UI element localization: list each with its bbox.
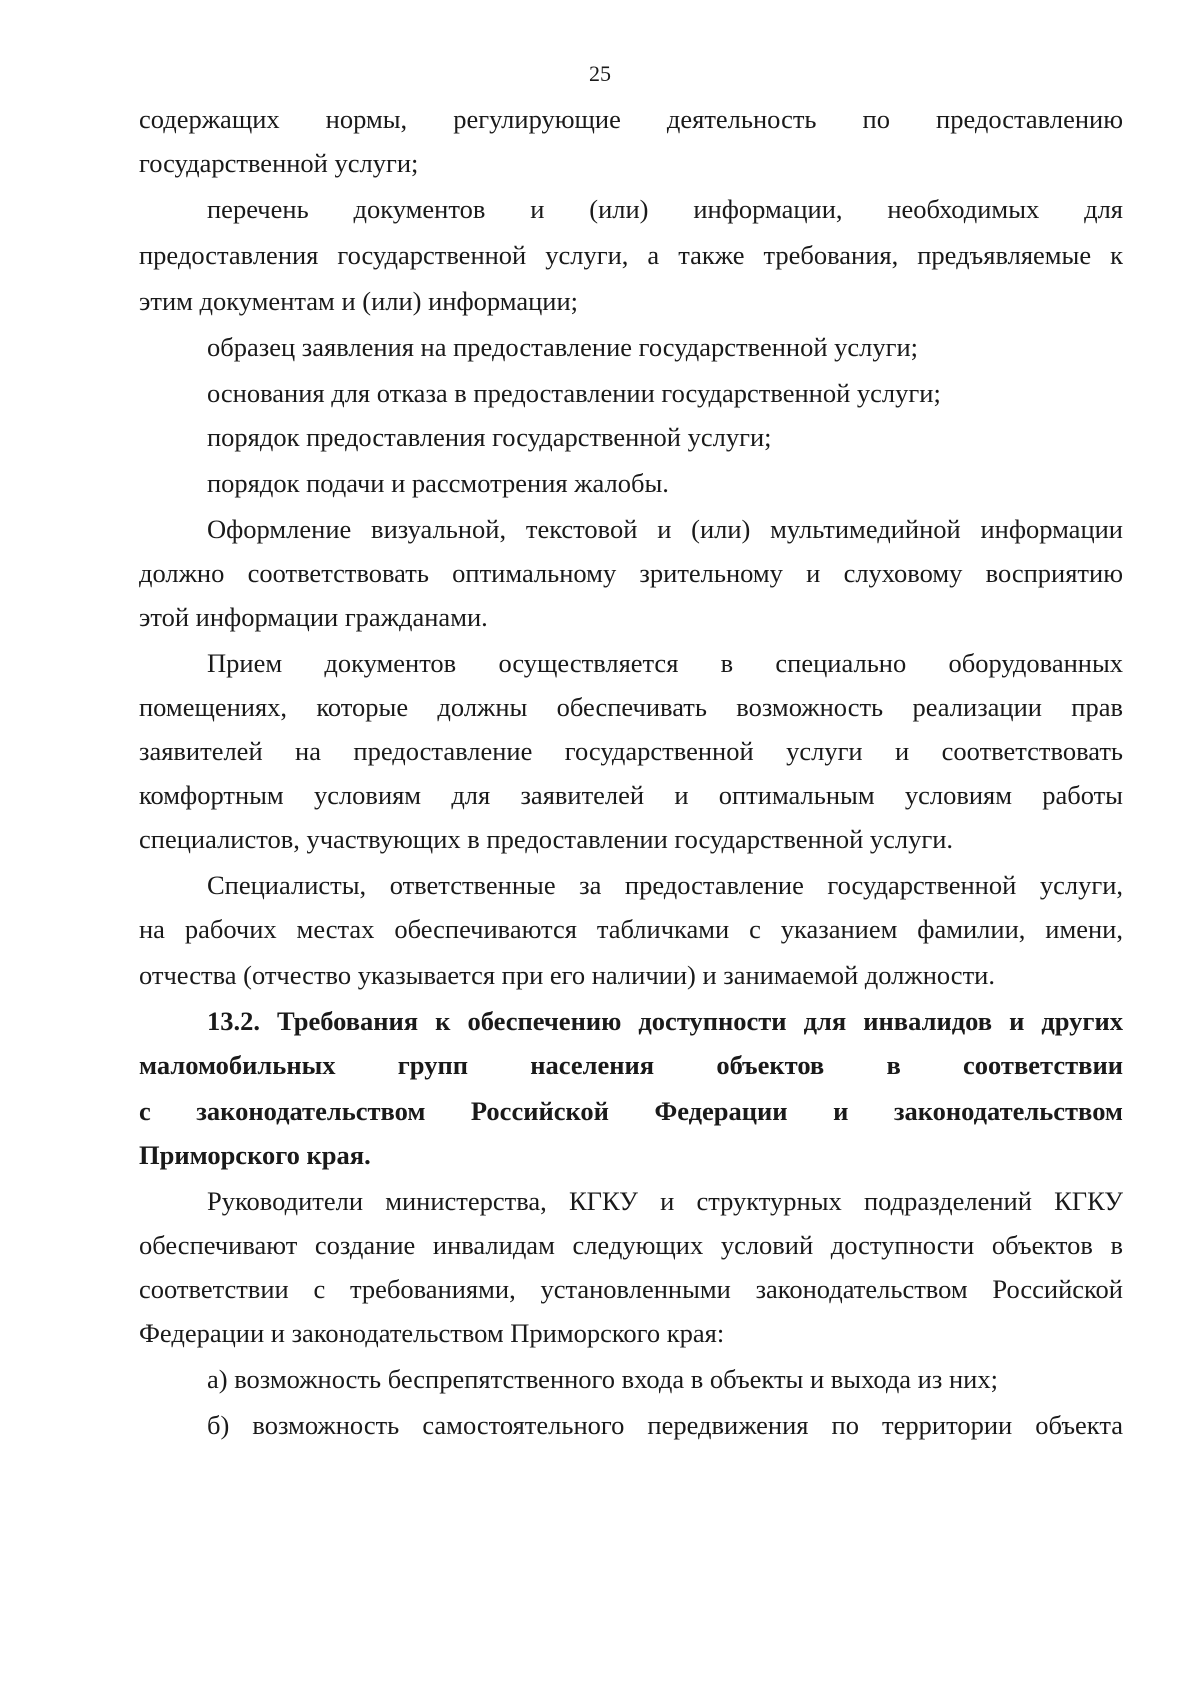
- text-line: помещениях, которые должны обеспечивать возможность реализации прав: [139, 692, 1123, 722]
- section-heading-line: 13.2. Требования к обеспечению доступности для инвалидов и других: [207, 1006, 1123, 1036]
- text-line: этим документам и (или) информации;: [139, 286, 578, 316]
- text-line: соответствии с требованиями, установленными законодательством Российской: [139, 1274, 1123, 1304]
- text-line: б) возможность самостоятельного передвижения по территории объекта: [207, 1410, 1123, 1440]
- text-line: Оформление визуальной, текстовой и (или) мультимедийной информации: [207, 514, 1123, 544]
- section-heading-line: с законодательством Российской Федерации и законодательством: [139, 1096, 1123, 1126]
- text-line: основания для отказа в предоставлении государственной услуги;: [207, 378, 941, 408]
- text-line: а) возможность беспрепятственного входа в объекты и выхода из них;: [207, 1364, 998, 1394]
- text-line: отчества (отчество указывается при его наличии) и занимаемой должности.: [139, 960, 995, 990]
- section-heading-line: маломобильных групп населения объектов в соответствии: [139, 1050, 1123, 1080]
- text-line: порядок предоставления государственной услуги;: [207, 422, 772, 452]
- text-line: государственной услуги;: [139, 148, 419, 178]
- text-line: содержащих нормы, регулирующие деятельность по предоставлению: [139, 104, 1123, 134]
- text-line: порядок подачи и рассмотрения жалобы.: [207, 468, 669, 498]
- text-line: образец заявления на предоставление государственной услуги;: [207, 332, 919, 362]
- text-line: обеспечивают создание инвалидам следующих условий доступности объектов в: [139, 1230, 1123, 1260]
- text-line: Федерации и законодательством Приморского края:: [139, 1318, 725, 1348]
- section-heading-line: Приморского края.: [139, 1140, 371, 1170]
- text-line: должно соответствовать оптимальному зрительному и слуховому восприятию: [139, 558, 1123, 588]
- text-line: перечень документов и (или) информации, необходимых для: [207, 194, 1123, 224]
- text-line: Руководители министерства, КГКУ и структурных подразделений КГКУ: [207, 1186, 1123, 1216]
- text-line: предоставления государственной услуги, а также требования, предъявляемые к: [139, 240, 1123, 270]
- text-line: на рабочих местах обеспечиваются табличками с указанием фамилии, имени,: [139, 914, 1123, 944]
- text-line: комфортным условиям для заявителей и оптимальным условиям работы: [139, 780, 1123, 810]
- text-line: Прием документов осуществляется в специально оборудованных: [207, 648, 1123, 678]
- text-line: специалистов, участвующих в предоставлении государственной услуги.: [139, 824, 954, 854]
- text-line: Специалисты, ответственные за предоставление государственной услуги,: [207, 870, 1123, 900]
- text-line: этой информации гражданами.: [139, 602, 488, 632]
- page-number: 25: [589, 61, 611, 86]
- text-line: заявителей на предоставление государственной услуги и соответствовать: [139, 736, 1123, 766]
